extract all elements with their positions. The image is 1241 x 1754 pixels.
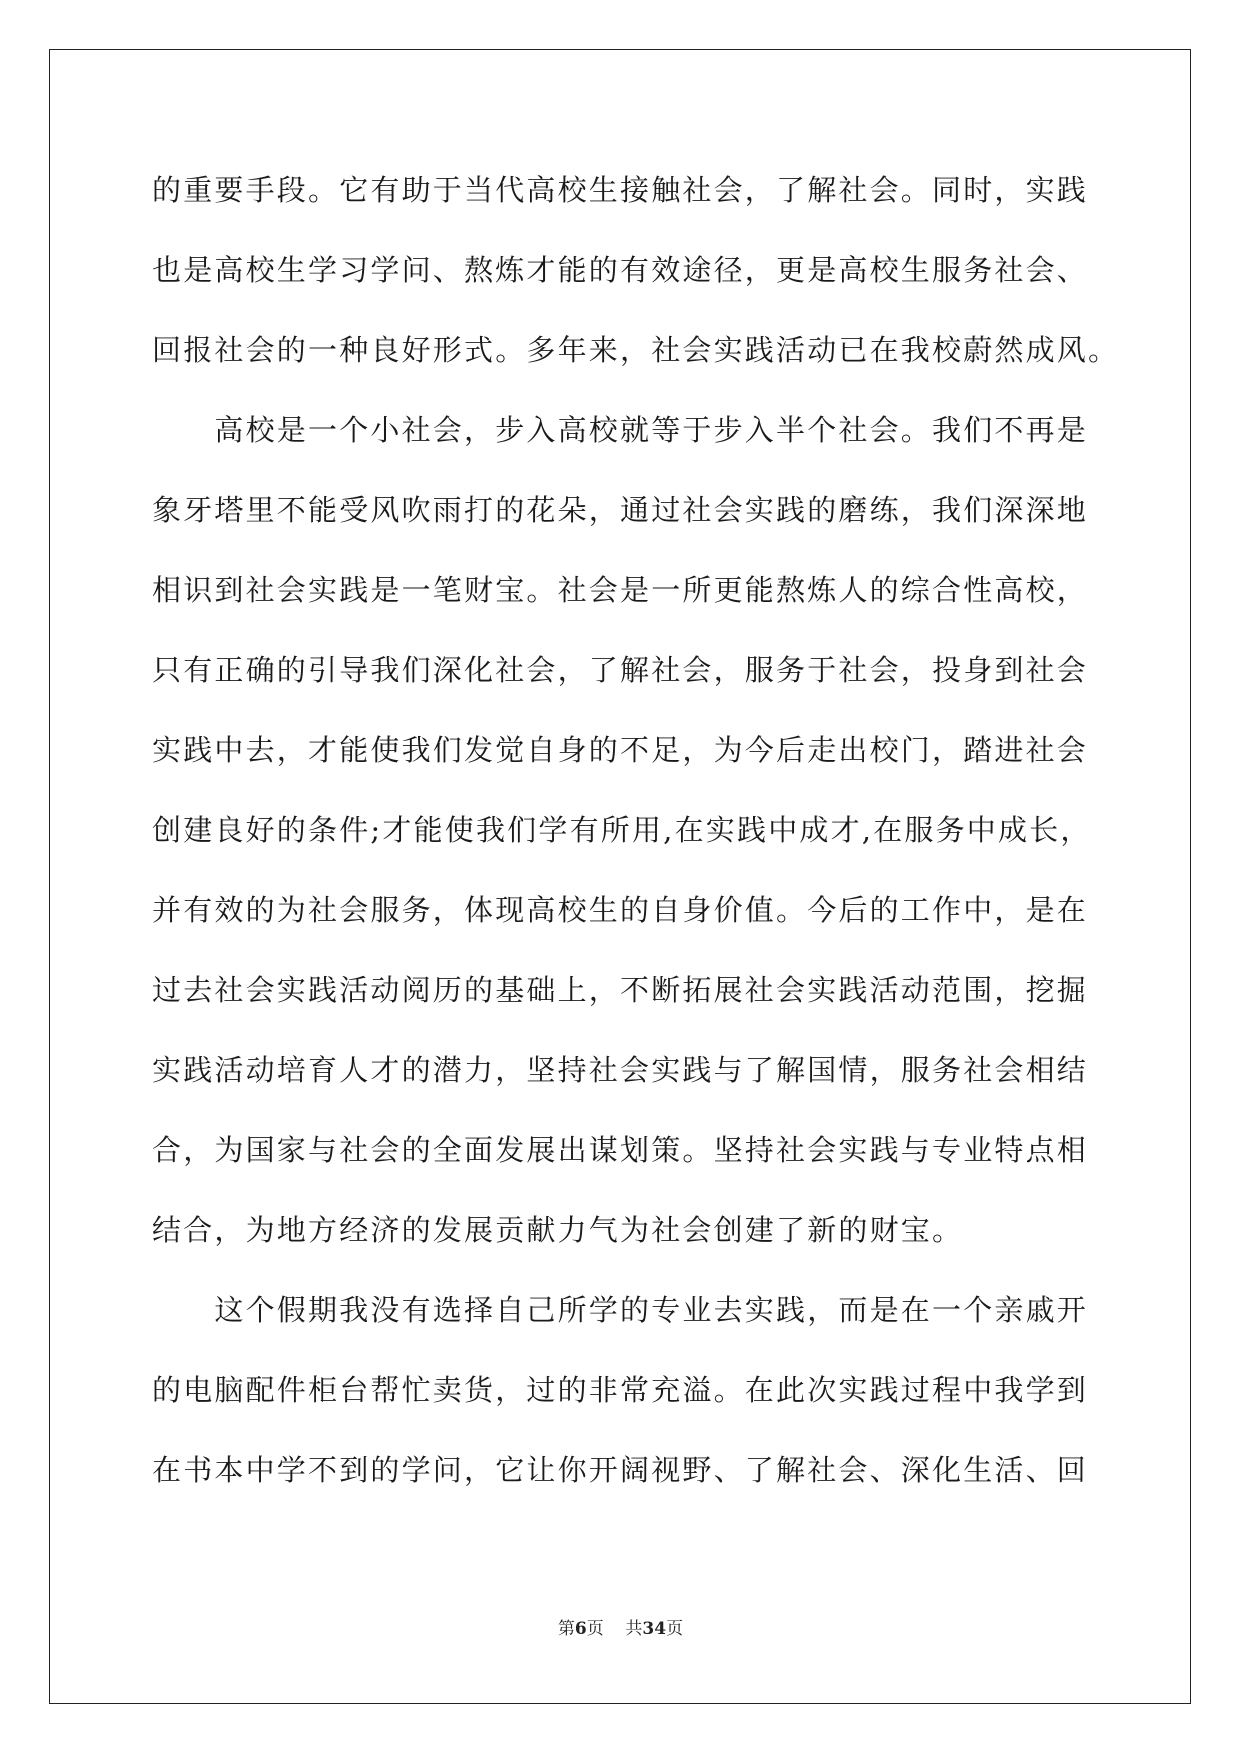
total-suffix: 页 [666,1619,684,1639]
text-line: 的重要手段。它有助于当代高校生接触社会，了解社会。同时，实践 [152,173,1089,207]
page-prefix: 第 [557,1619,575,1639]
text-line: 只有正确的引导我们深化社会，了解社会，服务于社会，投身到社会 [152,653,1089,687]
text-line: 实践活动培育人才的潜力，坚持社会实践与了解国情，服务社会相结 [152,1053,1089,1087]
text-line: 回报社会的一种良好形式。多年来，社会实践活动已在我校蔚然成风。 [152,333,1120,367]
text-line: 结合，为地方经济的发展贡献力气为社会创建了新的财宝。 [152,1213,964,1247]
text-line: 这个假期我没有选择自己所学的专业去实践，而是在一个亲戚开 [152,1293,1089,1327]
text-line: 也是高校生学习学问、熬炼才能的有效途径，更是高校生服务社会、 [152,253,1089,287]
text-line: 合，为国家与社会的全面发展出谋划策。坚持社会实践与专业特点相 [152,1133,1089,1167]
text-line: 相识到社会实践是一笔财宝。社会是一所更能熬炼人的综合性高校， [152,573,1089,607]
text-line: 在书本中学不到的学问，它让你开阔视野、了解社会、深化生活、回 [152,1453,1089,1487]
total-pages: 34 [642,1619,667,1639]
text-line: 高校是一个小社会，步入高校就等于步入半个社会。我们不再是 [152,413,1089,447]
text-line: 创建良好的条件;才能使我们学有所用,在实践中成才,在服务中成长， [152,813,1092,847]
page-footer [0,1614,1241,1639]
page-suffix: 页 [586,1619,604,1639]
document-body [152,160,1120,1520]
text-line: 过去社会实践活动阅历的基础上，不断拓展社会实践活动范围，挖掘 [152,973,1089,1007]
total-prefix: 共 [625,1619,643,1639]
text-line: 并有效的为社会服务，体现高校生的自身价值。今后的工作中，是在 [152,893,1089,927]
page-number: 6 [574,1619,587,1639]
text-line: 实践中去，才能使我们发觉自身的不足，为今后走出校门，踏进社会 [152,733,1089,767]
text-line: 象牙塔里不能受风吹雨打的花朵，通过社会实践的磨练，我们深深地 [152,493,1089,527]
text-line: 的电脑配件柜台帮忙卖货，过的非常充溢。在此次实践过程中我学到 [152,1373,1089,1407]
